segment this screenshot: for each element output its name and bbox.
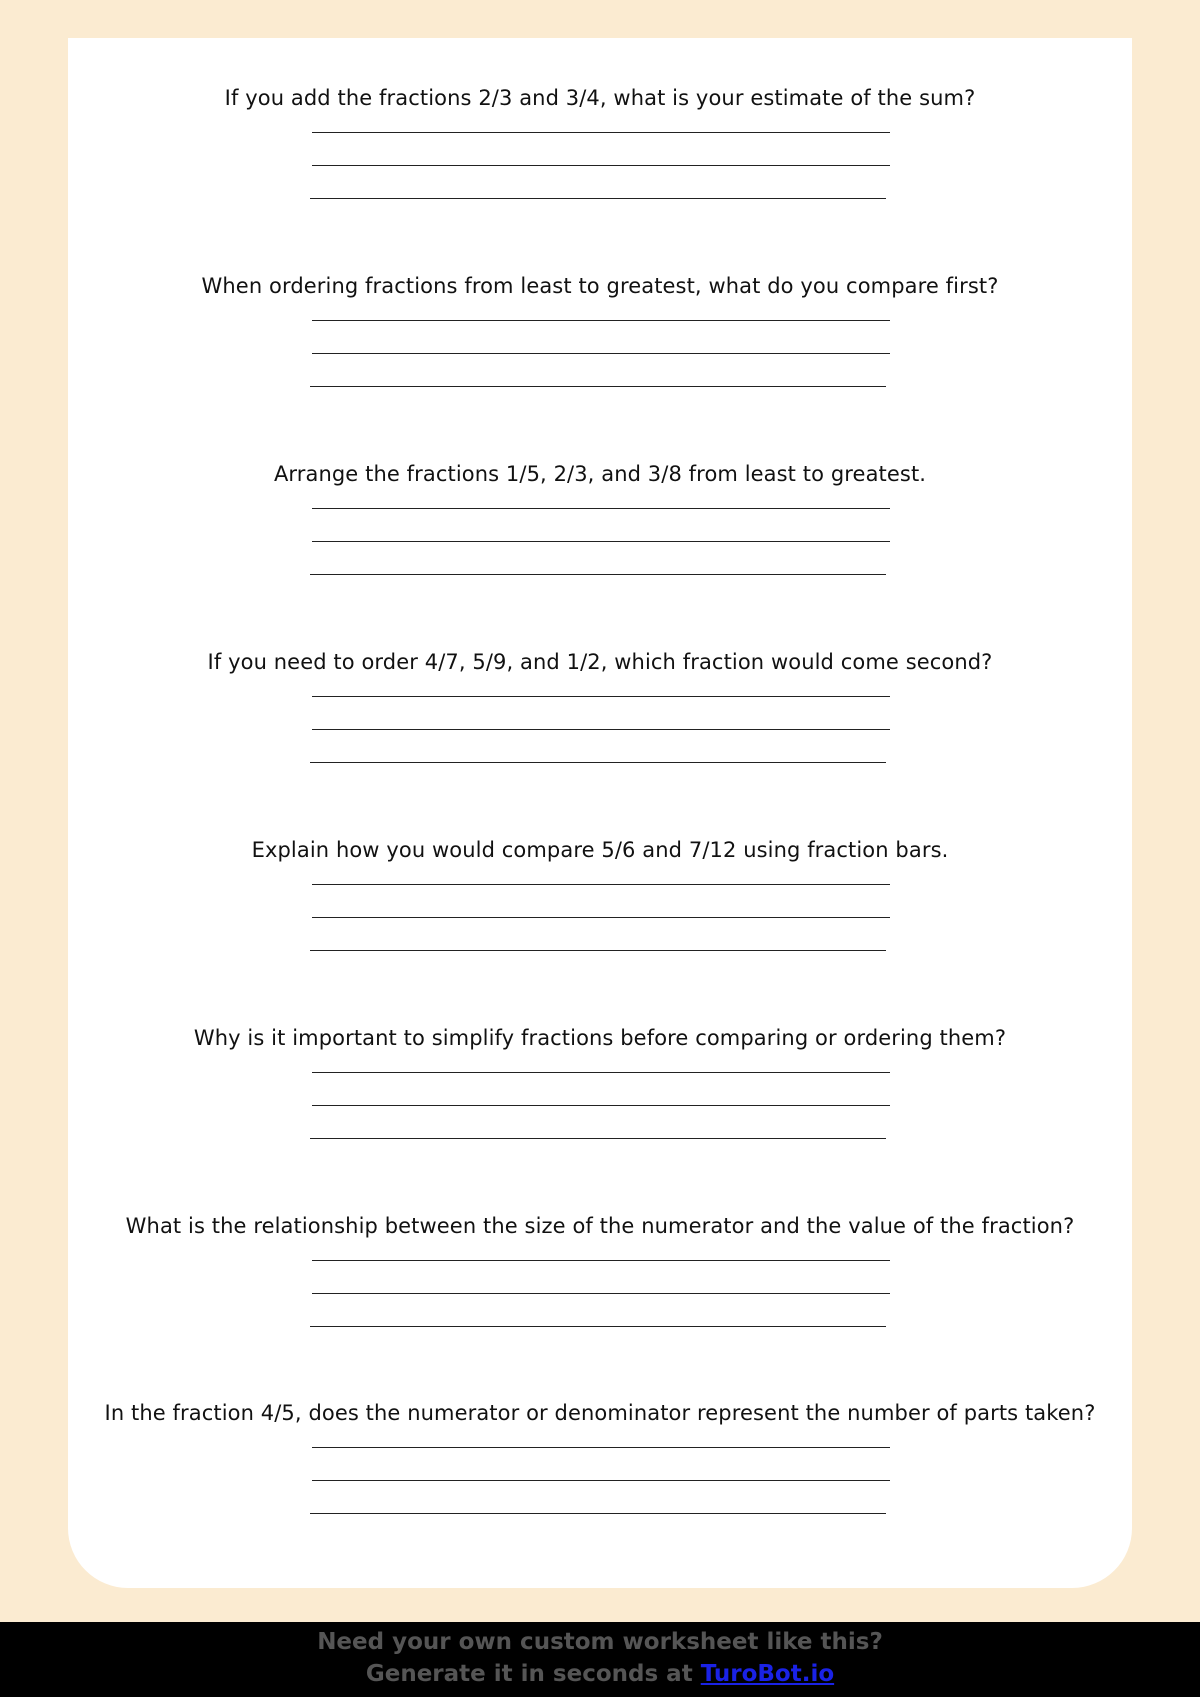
question-text: Arrange the fractions 1/5, 2/3, and 3/8 from least to greatest. (273, 462, 927, 486)
question-6 (68, 1024, 1132, 1052)
answer-line[interactable] (312, 1072, 890, 1073)
footer-line-2-text: Generate it in seconds at (365, 1661, 701, 1687)
question-1 (68, 84, 1132, 112)
answer-line[interactable] (310, 950, 886, 951)
promo-footer (0, 1622, 1200, 1697)
question-text: Explain how you would compare 5/6 and 7/12 using fraction bars. (251, 838, 949, 862)
answer-line[interactable] (310, 198, 886, 199)
footer-line-2 (0, 1658, 1200, 1690)
answer-line[interactable] (312, 1447, 890, 1448)
answer-line[interactable] (310, 1326, 886, 1327)
question-text: When ordering fractions from least to greatest, what do you compare first? (201, 274, 999, 298)
worksheet-sheet (68, 38, 1132, 1588)
answer-line[interactable] (312, 353, 890, 354)
answer-line[interactable] (310, 386, 886, 387)
answer-line[interactable] (310, 1138, 886, 1139)
answer-line[interactable] (312, 165, 890, 166)
answer-line[interactable] (312, 696, 890, 697)
question-text: Why is it important to simplify fractions before comparing or ordering them? (193, 1026, 1007, 1050)
answer-line[interactable] (310, 1513, 886, 1514)
question-2 (68, 272, 1132, 300)
answer-line[interactable] (312, 320, 890, 321)
question-text: If you add the fractions 2/3 and 3/4, what is your estimate of the sum? (224, 86, 976, 110)
answer-line[interactable] (312, 917, 890, 918)
turobot-link[interactable]: TuroBot.io (700, 1661, 835, 1687)
answer-line[interactable] (310, 762, 886, 763)
answer-line[interactable] (312, 1105, 890, 1106)
footer-line-1: Need your own custom worksheet like this? (317, 1629, 883, 1655)
answer-line[interactable] (312, 884, 890, 885)
answer-line[interactable] (312, 508, 890, 509)
answer-line[interactable] (312, 541, 890, 542)
question-7 (68, 1212, 1132, 1240)
answer-line[interactable] (312, 1480, 890, 1481)
answer-line[interactable] (312, 729, 890, 730)
question-5 (68, 836, 1132, 864)
question-text: What is the relationship between the size of the numerator and the value of the fraction? (125, 1214, 1075, 1238)
answer-line[interactable] (310, 574, 886, 575)
answer-line[interactable] (312, 1293, 890, 1294)
question-4 (68, 648, 1132, 676)
question-text: If you need to order 4/7, 5/9, and 1/2, which fraction would come second? (207, 650, 993, 674)
question-3 (68, 460, 1132, 488)
question-8 (68, 1399, 1132, 1427)
question-text: In the fraction 4/5, does the numerator or denominator represent the number of parts taken? (104, 1401, 1096, 1425)
answer-line[interactable] (312, 1260, 890, 1261)
answer-line[interactable] (312, 132, 890, 133)
